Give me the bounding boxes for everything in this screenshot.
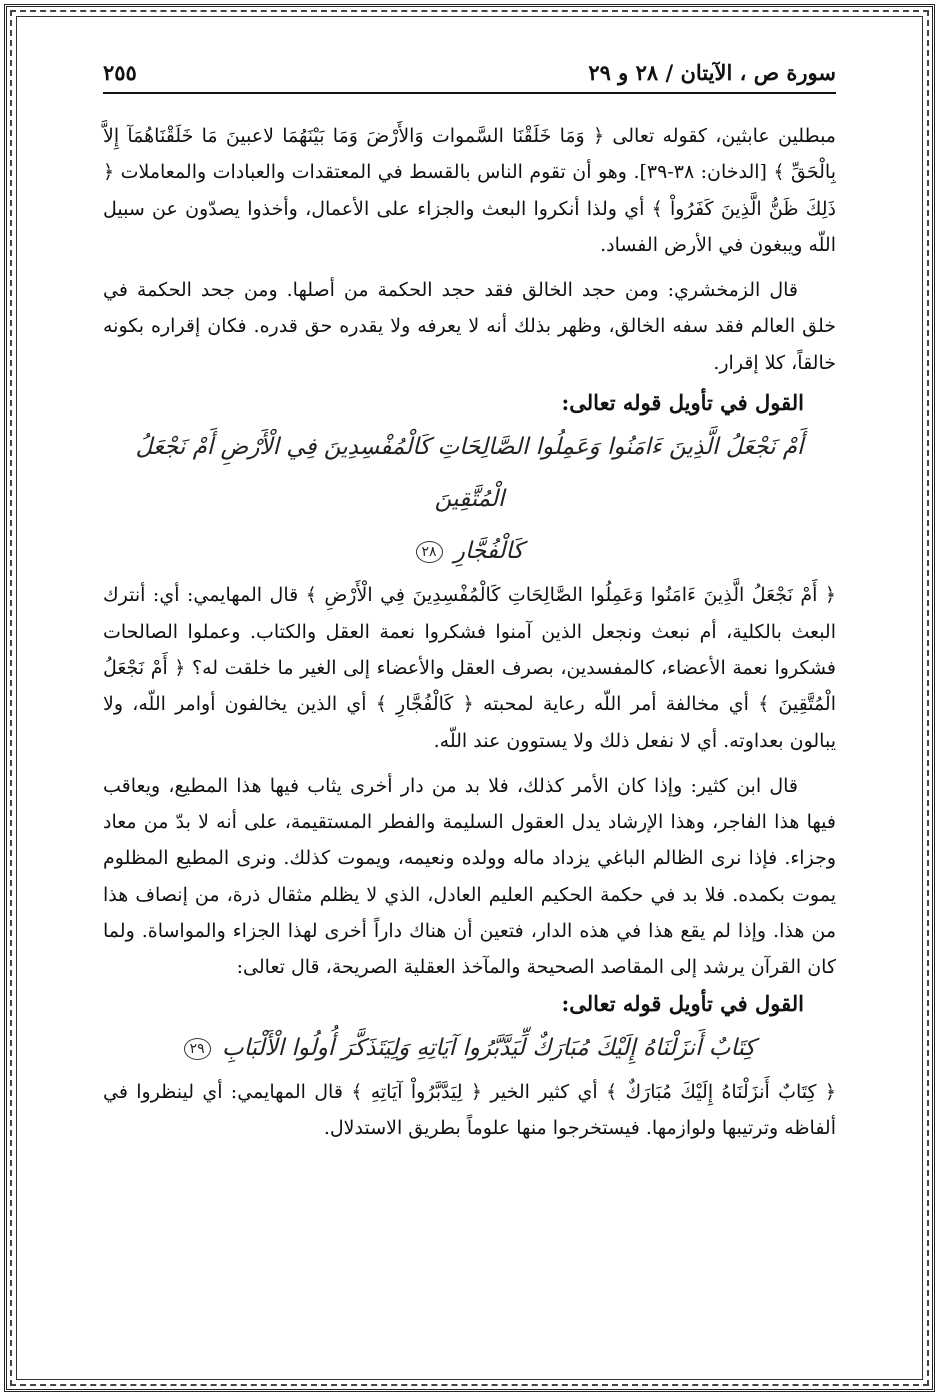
spacer [103,759,836,768]
page-header [103,52,836,94]
verse-number-28: ٢٨ [416,541,443,563]
paragraph-4: قال ابن كثير: وإذا كان الأمر كذلك، فلا بد من دار أخرى يثاب فيها هذا المطيع، ويعاقب فيها هذا الفاجر، وهذا الإرشاد يدل العقول السليمة والفطر المستقيمة، على أنه لا بدّ من معاد وجزاء. فإذا نرى الظالم الباغي يزداد ماله وولده ونعيمه، ويموت كذلك. ونرى المطيع المظلوم يموت بكمده. فلا بد في حكمة الحكيم العليم العادل، الذي لا يظلم مثقال ذرة، من إنصاف هذا من هذا. وإذا لم يقع هذا في هذه الدار، فتعين أن هناك داراً أخرى لهذا الجزاء والمواساة. ولما كان القرآن يرشد إلى المقاصد الصحيحة والمآخذ العقلية الصريحة، قال تعالى: [103,774,836,979]
quran-verse-29 [103,1022,836,1074]
page-number: ٢٥٥ [103,59,137,85]
paragraph-3: ﴿ أَمْ نَجْعَلُ الَّذِينَ ءَامَنُوا وَعَمِلُوا الصَّالِحَاتِ كَالْمُفْسِدِينَ فِي الْأَرْضِ ﴾ قال المهايمي: أي: أنترك البعث بالكلية، أم نبعث ونجعل الذين آمنوا فشكروا نعمة العقل والكتاب. وعملوا الصالحات فشكروا نعمة الأعضاء، كالمفسدين، بصرف العقل والأعضاء إلى الغير ما خلقت له؟ ﴿ أَمْ نَجْعَلُ الْمُتَّقِينَ ﴾ أي مخالفة أمر اللّه رعاية لمحبته ﴿ كَالْفُجَّارِ ﴾ أي الذين يخالفون أوامر اللّه، ولا يبالون بعداوته. أي لا نفعل ذلك ولا يستوون عند اللّه. [103,584,836,752]
quran-verse-29-text: كِتَابٌ أَنزَلْنَاهُ إِلَيْكَ مُبَارَكٌ لِّيَدَّبَّرُوا آيَاتِهِ وَلِيَتَذَكَّرَ أُولُوا الْأَلْبَابِ [222,1034,756,1061]
section-heading-1: القول في تأويل قوله تعالى: [561,390,804,416]
running-title: سورة ص ، الآيتان / ٢٨ و ٢٩ [588,59,836,85]
quran-verse-28-text: كَالْفُجَّارِ [453,538,524,565]
paragraph-5: ﴿ كِتَابٌ أَنزَلْنَاهُ إِلَيْكَ مُبَارَكٌ ﴾ أي كثير الخير ﴿ لِيَدَّبَّرُواْ آيَاتِهِ ﴾ قال المهايمي: أي لينظروا في ألفاظه وترتيبها ولوازمها. فيستخرجوا منها علوماً بطريق الاستدلال. [103,1080,836,1140]
quran-verse-28-line-1: أَمْ نَجْعَلُ الَّذِينَ ءَامَنُوا وَعَمِلُوا الصَّالِحَاتِ كَالْمُفْسِدِينَ فِي الْأَرْضِ أَمْ نَجْعَلُ الْمُتَّقِينَ [135,434,804,513]
verse-number-29: ٢٩ [184,1038,211,1060]
paragraph-1: مبطلين عابثين، كقوله تعالى ﴿ وَمَا خَلَقْنَا السَّموات وَالأَرْضَ وَمَا بَيْنَهُمَا لاعبينَ مَا خَلَقْنَاهُمَآ إِلاَّ بِالْحَقِّ ﴾ [الدخان: ٣٨-٣٩]. وهو أن تقوم الناس بالقسط في المعتقدات والعبادات والمعاملات ﴿ ذَلِكَ ظَنُّ الَّذِينَ كَفَرُواْ ﴾ أي ولذا أنكروا البعث والجزاء على الأعمال، وأخذوا يصدّون عن سبيل اللّه ويبغون في الأرض الفساد. [103,125,836,256]
quran-verse-28-line-2 [103,525,836,577]
section-heading-2: القول في تأويل قوله تعالى: [561,990,804,1016]
paragraph-2: قال الزمخشري: ومن حجد الخالق فقد حجد الحكمة من أصلها. ومن جحد الحكمة في خلق العالم فقد سفه الخالق، وظهر بذلك أنه لا يعرفه ولا يقدره حق قدره. فكان إقراره بكونه خالقاً، كلا إقرار. [103,279,836,374]
page-body [103,118,836,1147]
spacer [103,263,836,272]
